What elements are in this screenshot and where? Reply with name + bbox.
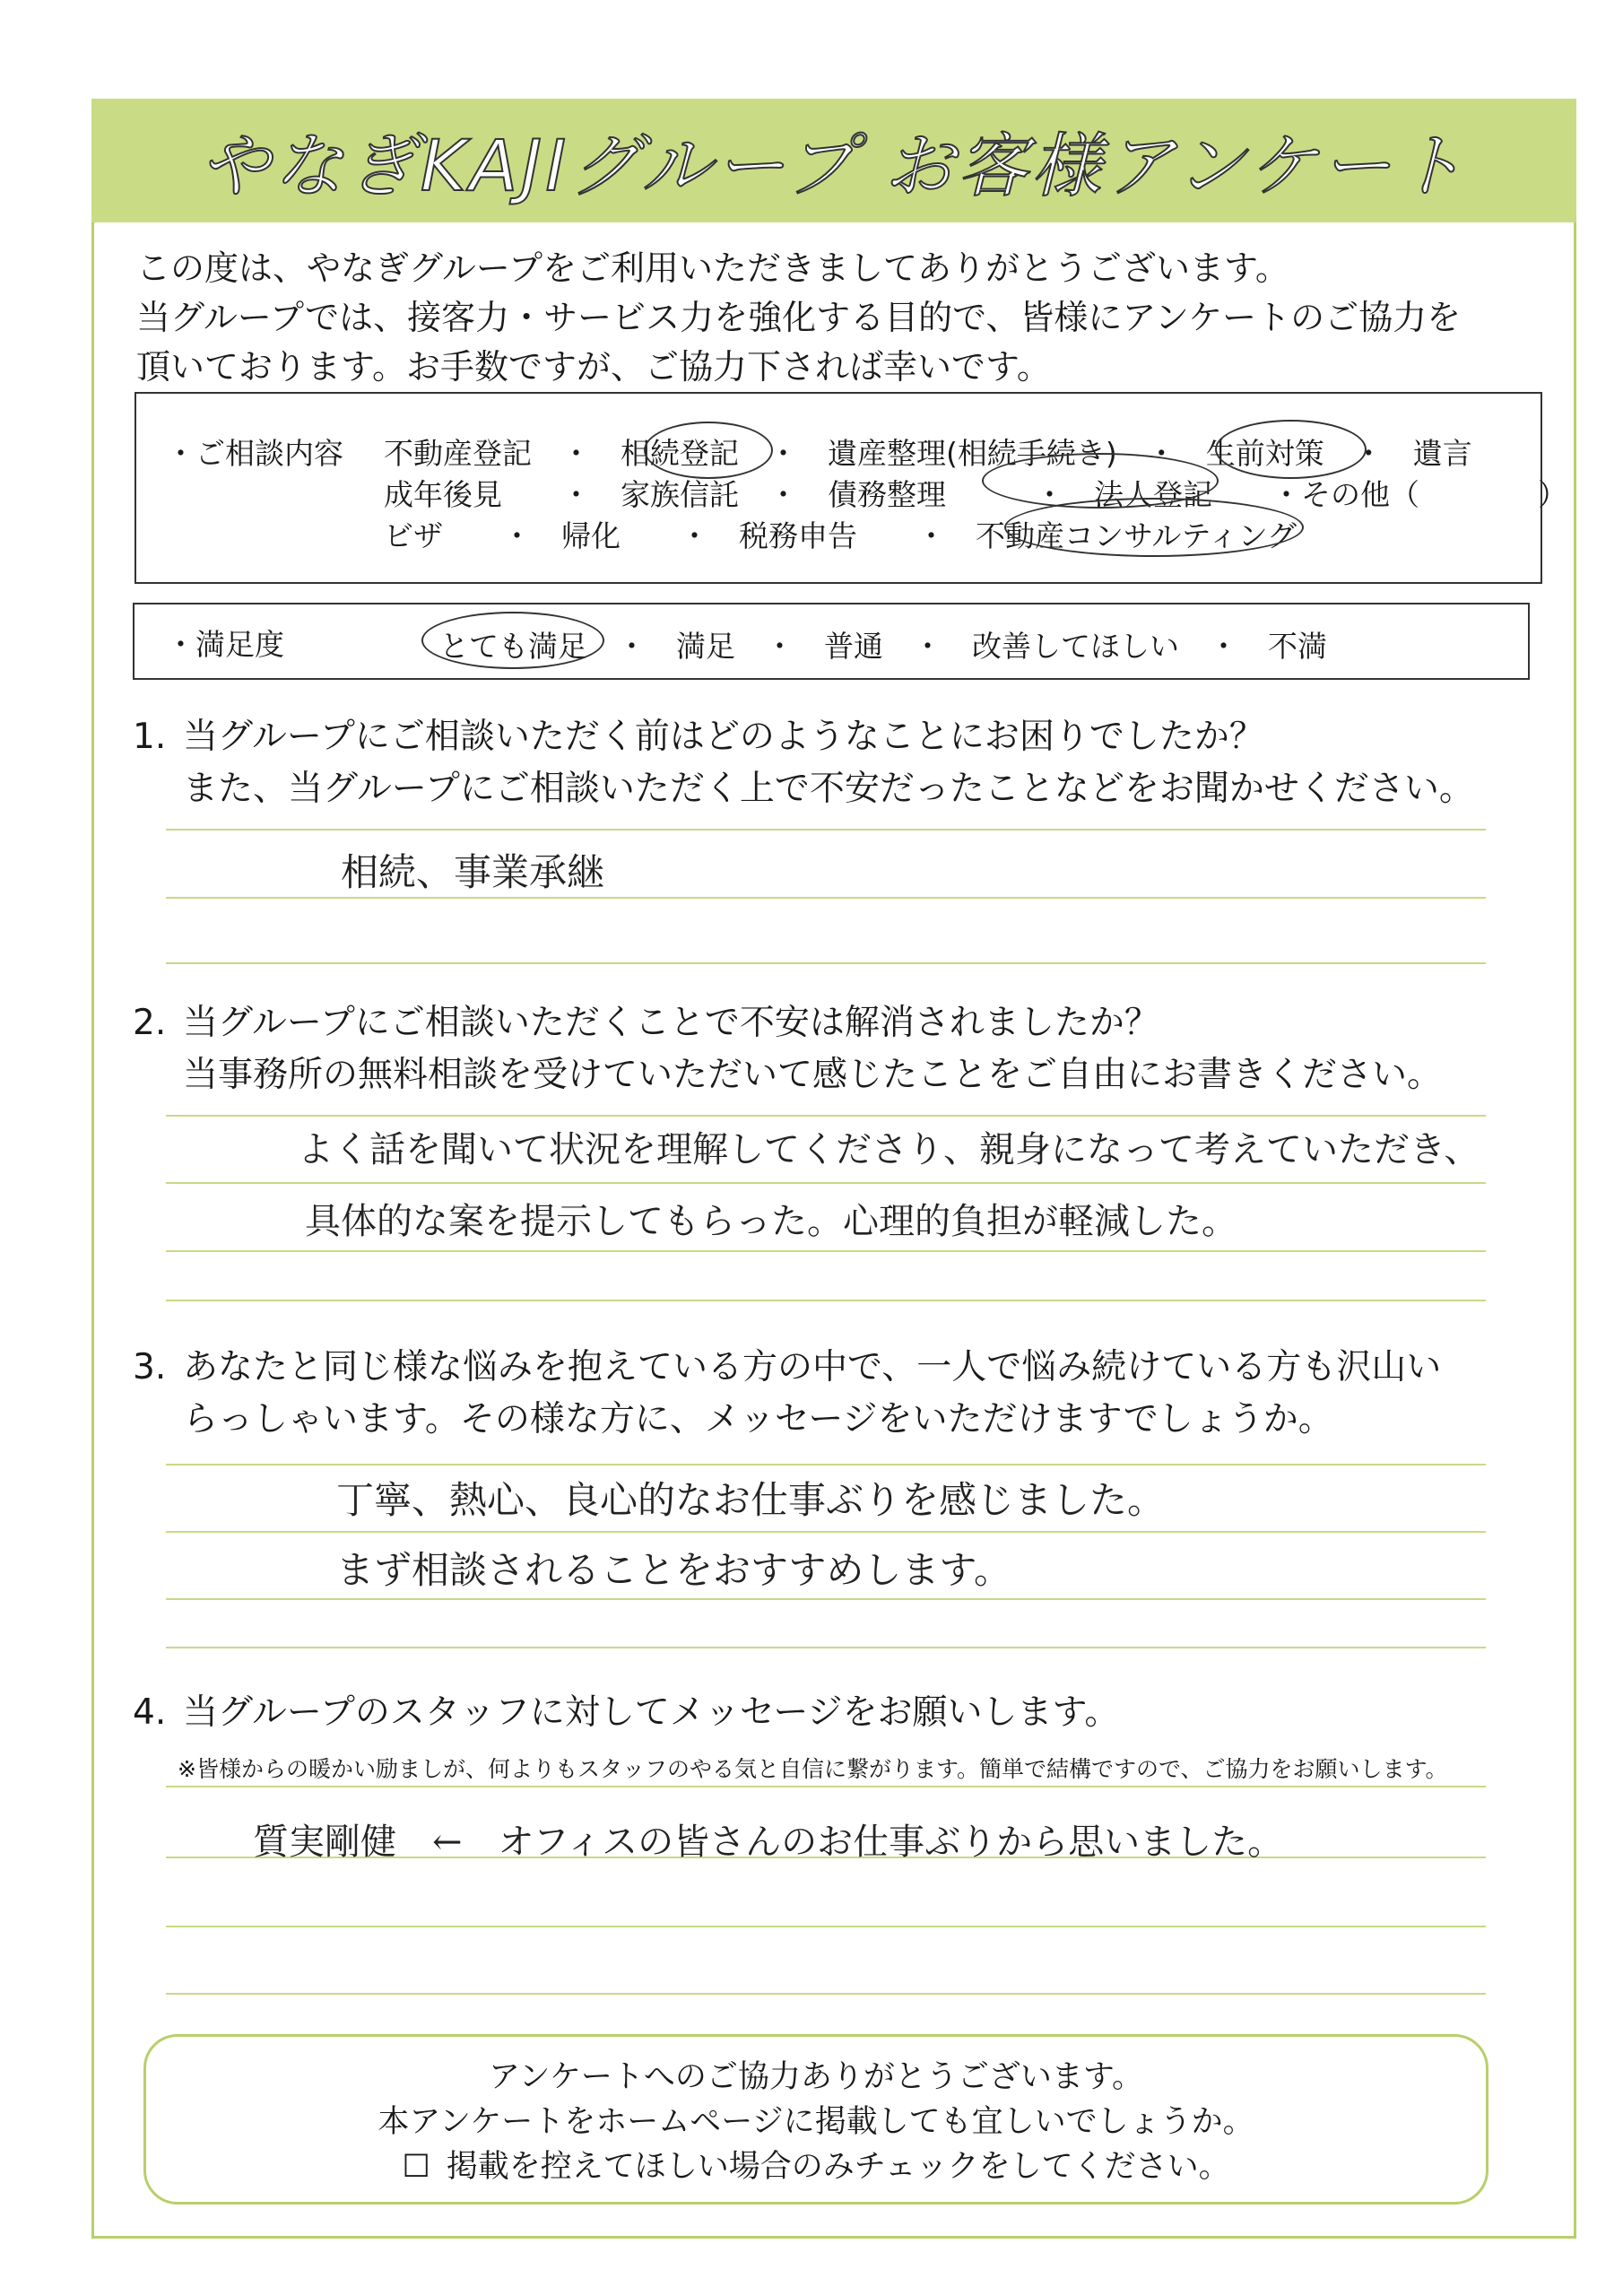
- answer-3-line2: まず相談されることをおすすめします。: [336, 1548, 1012, 1592]
- circle-mark-seizen: [1215, 420, 1367, 479]
- survey-title: やなぎKAJIグループ お客様アンケート: [199, 126, 1469, 207]
- answer-line: [166, 1182, 1486, 1184]
- answer-line: [166, 829, 1486, 831]
- satisfaction-options: とても満足 ・ 満足 ・ 普通 ・ 改善してほしい ・ 不満: [439, 629, 1327, 664]
- answer-line: [166, 1250, 1486, 1252]
- answer-3-line1: 丁寧、熱心、良心的なお仕事ぶりを感じました。: [336, 1478, 1166, 1522]
- answer-1: 相続、事業承継: [341, 850, 605, 894]
- answer-line: [166, 1300, 1486, 1301]
- consultation-options-row2: 成年後見 ・ 家族信託 ・ 債務整理 ・ 法人登記 ・その他（ ）: [384, 477, 1567, 512]
- answer-line: [166, 1115, 1486, 1117]
- circle-mark-souzoku: [644, 422, 773, 479]
- satisfaction-label: ・満足度: [166, 627, 284, 662]
- answer-line: [166, 1926, 1486, 1927]
- answer-line: [166, 1531, 1486, 1533]
- answer-line: [166, 1993, 1486, 1995]
- answer-line: [166, 1786, 1486, 1787]
- intro-line: 当グループでは、接客力・サービス力を強化する目的で、皆様にアンケートのご協力を: [136, 298, 1462, 337]
- q4-note: ※皆様からの暖かい励ましが、何よりもスタッフのやる気と自信に繋がります。簡単で結構ですので、ご協力をお願いします。: [178, 1756, 1448, 1782]
- footer-line3: [146, 2144, 1486, 2189]
- footer-line1: アンケートへのご協力ありがとうございます。: [488, 2059, 1144, 2095]
- consultation-options-row1: 不動産登記 ・ 相続登記 ・ 遺産整理(相続手続き) ・ 生前対策 ・ 遺言: [384, 436, 1472, 471]
- title-banner: [91, 99, 1576, 222]
- circle-mark-satisfied: [421, 612, 604, 669]
- question-4: 4. 当グループのスタッフに対してメッセージをお願いします。: [133, 1692, 1120, 1733]
- intro-text: [136, 244, 1461, 392]
- intro-line: この度は、やなぎグループをご利用いただきましてありがとうございます。: [136, 248, 1289, 288]
- question-3: 3. あなたと同じ様な悩みを抱えている方の中で、一人で悩み続けている方も沢山い らっしゃいます。その様な方に、メッセージをいただけますでしょうか。: [133, 1347, 1442, 1439]
- answer-line: [166, 897, 1486, 899]
- checkbox-icon[interactable]: ☐: [402, 2149, 430, 2185]
- footer-line2: 本アンケートをホームページに掲載しても宜しいでしょうか。: [378, 2104, 1254, 2140]
- answer-line: [166, 1647, 1486, 1648]
- answer-line: [166, 1464, 1486, 1465]
- answer-4: 質実剛健 ← オフィスの皆さんのお仕事ぶりから思いました。: [253, 1822, 1284, 1863]
- answer-2-line2: 具体的な案を提示してもらった。心理的負担が軽減した。: [305, 1201, 1237, 1242]
- question-1: 1. 当グループにご相談いただく前はどのようなことにお困りでしたか？ また、当グループにご相談いただく上で不安だったことなどをお聞かせください。: [133, 717, 1474, 809]
- circle-mark-consulting: [1004, 498, 1304, 557]
- consultation-label: ・ご相談内容: [166, 436, 343, 471]
- answer-line: [166, 1598, 1486, 1600]
- footer-line3-text: 掲載を控えてほしい場合のみチェックをしてください。: [446, 2149, 1230, 2185]
- answer-2-line1: よく話を聞いて状況を理解してくださり、親身になって考えていただき、: [298, 1129, 1480, 1170]
- footer-box: [143, 2034, 1488, 2205]
- intro-line: 頂いております。お手数ですが、ご協力下されば幸いです。: [136, 347, 1051, 387]
- question-2: 2. 当グループにご相談いただくことで不安は解消されましたか？ 当事務所の無料相談を受けていただいて感じたことをご自由にお書きください。: [133, 1003, 1443, 1095]
- consultation-options-row3: ビザ ・ 帰化 ・ 税務申告 ・ 不動産コンサルティング: [384, 518, 1298, 553]
- answer-line: [166, 962, 1486, 964]
